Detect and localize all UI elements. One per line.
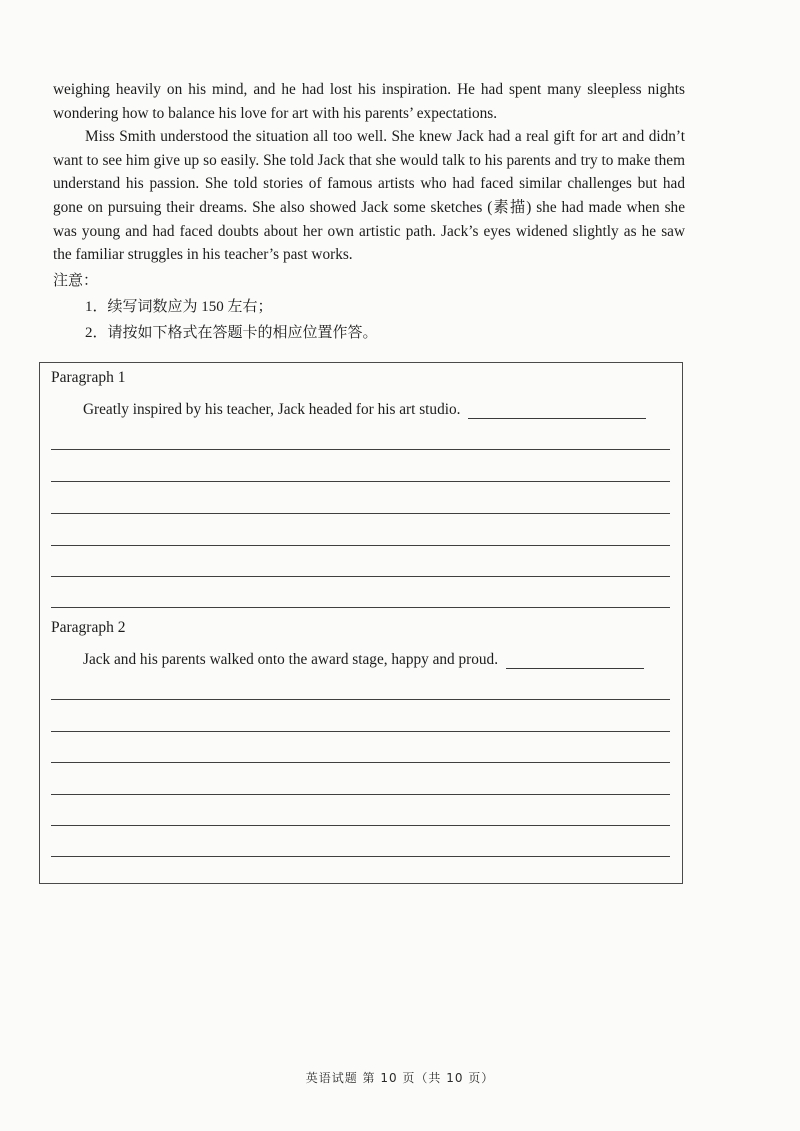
paragraph-1-starter-text: Greatly inspired by his teacher, Jack headed for his art studio.	[83, 401, 461, 418]
writing-line[interactable]	[51, 762, 670, 763]
writing-line[interactable]	[51, 576, 670, 577]
paragraph-2-starter	[83, 651, 644, 669]
writing-line[interactable]	[51, 699, 670, 700]
story-text	[53, 78, 685, 267]
instructions-heading: 注意：	[53, 273, 99, 289]
paragraph-2-label: Paragraph 2	[51, 619, 126, 636]
writing-line[interactable]	[51, 731, 670, 732]
answer-box	[39, 362, 683, 884]
paragraph-2-starter-text: Jack and his parents walked onto the award stage, happy and proud.	[83, 651, 499, 668]
paragraph-1-starter	[83, 401, 646, 419]
instruction-item-2: 2．请按如下格式在答题卡的相应位置作答。	[85, 325, 378, 341]
writing-line[interactable]	[51, 607, 670, 608]
paragraph-1-first-blank[interactable]	[468, 404, 646, 419]
paragraph-2-first-blank[interactable]	[506, 654, 644, 669]
writing-line[interactable]	[51, 481, 670, 482]
instruction-item-1: 1．续写词数应为 150 左右；	[85, 299, 273, 315]
writing-line[interactable]	[51, 856, 670, 857]
writing-line[interactable]	[51, 825, 670, 826]
writing-line[interactable]	[51, 513, 670, 514]
writing-line[interactable]	[51, 545, 670, 546]
writing-line[interactable]	[51, 449, 670, 450]
writing-line[interactable]	[51, 794, 670, 795]
page-footer: 英语试题 第 10 页（共 10 页）	[305, 1071, 495, 1085]
instructions	[53, 269, 378, 345]
story-paragraph-2: Miss Smith understood the situation all too well. She knew Jack had a real gift for art and didn’t want to see him give up so easily. She told Jack that she would talk to his parents and try to make them understand his passion. She told stories of famous artists who had faced similar challenges but had gone on pursuing their dreams. She also showed Jack some sketches (素描) she had made when she was young and had faced doubts about her own artistic path. Jack’s eyes widened slightly as he saw the familiar struggles in his teacher’s past works.	[53, 128, 685, 264]
paragraph-1-label: Paragraph 1	[51, 369, 126, 386]
story-paragraph-1: weighing heavily on his mind, and he had lost his inspiration. He had spent many sleepless nights wondering how to balance his love for art with his parents’ expectations.	[53, 81, 685, 122]
